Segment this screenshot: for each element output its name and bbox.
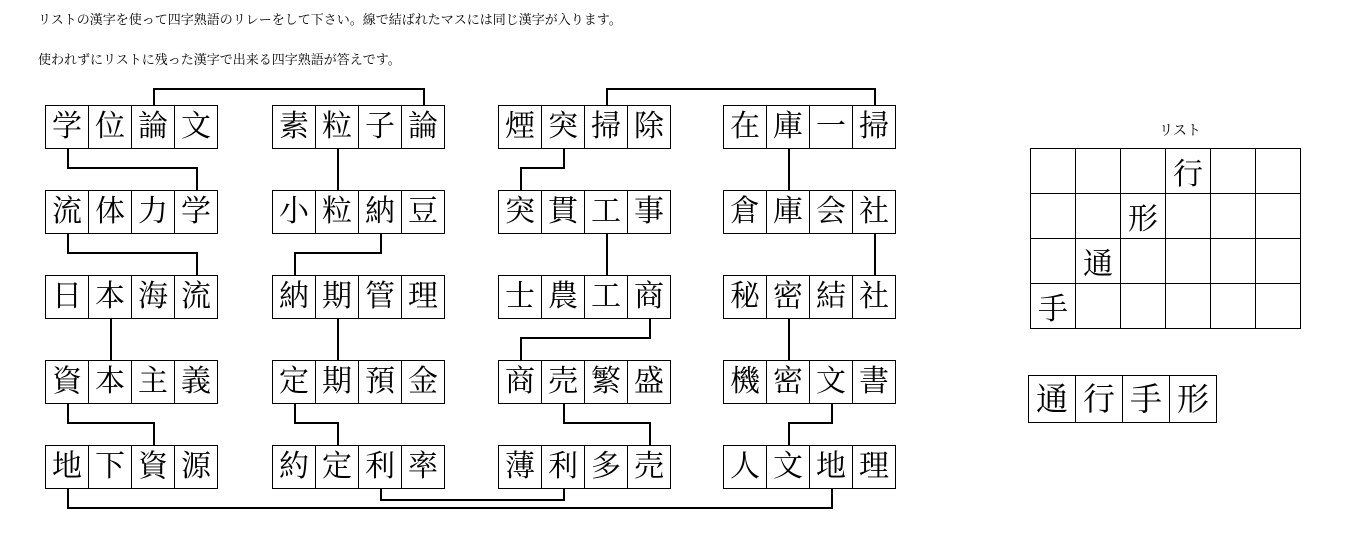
list-cell: [1166, 239, 1211, 284]
connector: [649, 319, 651, 339]
connector: [294, 422, 339, 424]
kanji-cell: 約: [272, 445, 316, 489]
answer-cell: 通: [1028, 375, 1076, 423]
connector: [67, 422, 155, 424]
connector: [606, 88, 608, 105]
word-row: [723, 105, 896, 149]
word-row: [498, 105, 671, 149]
list-cell: [1211, 194, 1256, 239]
connector: [606, 234, 608, 275]
word-row: [272, 190, 445, 234]
word-row: [498, 275, 671, 319]
connector: [196, 167, 198, 190]
kanji-cell: 理: [852, 445, 896, 489]
answer-row: [1028, 375, 1217, 423]
kanji-cell: 工: [584, 190, 628, 234]
word-row: [723, 445, 896, 489]
connector: [196, 252, 198, 275]
kanji-cell: 社: [852, 275, 896, 319]
list-cell: [1076, 284, 1121, 329]
kanji-cell: 地: [809, 445, 853, 489]
connector: [67, 167, 198, 169]
kanji-cell: 力: [131, 190, 175, 234]
kanji-cell: 機: [723, 360, 767, 404]
kanji-cell: 士: [498, 275, 542, 319]
connector: [563, 489, 565, 501]
kanji-cell: 論: [401, 105, 445, 149]
connector: [874, 88, 876, 105]
kanji-cell: 商: [627, 275, 671, 319]
kanji-cell: 小: [272, 190, 316, 234]
kanji-cell: 主: [131, 360, 175, 404]
instructions: [38, 12, 1038, 92]
list-grid-row: [1031, 194, 1301, 239]
list-cell: [1211, 284, 1256, 329]
list-grid: [1030, 148, 1301, 329]
list-title: リスト: [1159, 123, 1201, 139]
connector: [67, 149, 69, 169]
kanji-cell: 源: [174, 445, 218, 489]
word-row: [723, 360, 896, 404]
connector: [337, 319, 339, 360]
kanji-cell: 流: [174, 275, 218, 319]
connector: [110, 319, 112, 360]
kanji-cell: 除: [627, 105, 671, 149]
connector: [831, 489, 833, 509]
connector: [153, 88, 425, 90]
kanji-cell: 在: [723, 105, 767, 149]
kanji-cell: 書: [852, 360, 896, 404]
kanji-cell: 豆: [401, 190, 445, 234]
list-cell: [1031, 149, 1076, 194]
connector: [337, 422, 339, 445]
word-row: [272, 445, 445, 489]
kanji-cell: 利: [358, 445, 402, 489]
kanji-cell: 預: [358, 360, 402, 404]
kanji-cell: 文: [809, 360, 853, 404]
list-grid-row: [1031, 149, 1301, 194]
word-row: [45, 105, 218, 149]
kanji-cell: 売: [541, 360, 585, 404]
connector: [520, 337, 651, 339]
list-cell: [1076, 194, 1121, 239]
instruction-line-2: 使われずにリストに残った漢字で出来る四字熟語が答えです。: [38, 53, 401, 69]
kanji-cell: 地: [45, 445, 89, 489]
word-row: [45, 445, 218, 489]
list-cell: [1256, 239, 1301, 284]
connector: [337, 149, 339, 190]
list-cell: 通: [1076, 239, 1121, 284]
word-row: [45, 190, 218, 234]
kanji-cell: 学: [45, 105, 89, 149]
list-cell: [1121, 284, 1166, 329]
kanji-cell: 貫: [541, 190, 585, 234]
kanji-cell: 突: [498, 190, 542, 234]
kanji-cell: 素: [272, 105, 316, 149]
list-cell: [1076, 149, 1121, 194]
connector: [67, 252, 198, 254]
word-row: [272, 275, 445, 319]
connector: [831, 404, 833, 424]
kanji-cell: 日: [45, 275, 89, 319]
kanji-cell: 子: [358, 105, 402, 149]
answer-cell: 手: [1122, 375, 1170, 423]
kanji-cell: 密: [766, 360, 810, 404]
kanji-cell: 一: [809, 105, 853, 149]
kanji-cell: 多: [584, 445, 628, 489]
word-row: [272, 360, 445, 404]
kanji-cell: 論: [131, 105, 175, 149]
word-row: [45, 275, 218, 319]
connector: [380, 499, 563, 501]
connector: [153, 88, 155, 105]
kanji-cell: 掃: [852, 105, 896, 149]
kanji-cell: 会: [809, 190, 853, 234]
kanji-cell: 商: [498, 360, 542, 404]
kanji-cell: 利: [541, 445, 585, 489]
list-grid-row: [1031, 284, 1301, 329]
list-cell: [1211, 239, 1256, 284]
word-row: [498, 190, 671, 234]
kanji-cell: 農: [541, 275, 585, 319]
kanji-cell: 資: [45, 360, 89, 404]
kanji-cell: 工: [584, 275, 628, 319]
list-cell: [1031, 194, 1076, 239]
kanji-cell: 庫: [766, 190, 810, 234]
connector: [294, 252, 382, 254]
list-cell: [1256, 149, 1301, 194]
kanji-cell: 薄: [498, 445, 542, 489]
kanji-cell: 本: [88, 360, 132, 404]
connector: [520, 167, 565, 169]
kanji-cell: 流: [45, 190, 89, 234]
list-cell: [1166, 284, 1211, 329]
answer-cell: 行: [1075, 375, 1123, 423]
kanji-cell: 位: [88, 105, 132, 149]
connector: [563, 422, 651, 424]
instruction-line-1: リストの漢字を使って四字熟語のリレーをして下さい。線で結ばれたマスには同じ漢字が入ります。: [38, 13, 622, 28]
connector: [67, 404, 69, 424]
list-cell: 形: [1121, 194, 1166, 239]
word-row: [723, 275, 896, 319]
kanji-cell: 学: [174, 190, 218, 234]
list-cell: [1256, 194, 1301, 239]
list-cell: [1121, 149, 1166, 194]
word-row: [498, 360, 671, 404]
connector: [67, 234, 69, 254]
kanji-cell: 率: [401, 445, 445, 489]
kanji-cell: 理: [401, 275, 445, 319]
kanji-cell: 定: [315, 445, 359, 489]
list-cell: 手: [1031, 284, 1076, 329]
kanji-cell: 下: [88, 445, 132, 489]
connector: [520, 167, 522, 190]
kanji-cell: 事: [627, 190, 671, 234]
kanji-cell: 煙: [498, 105, 542, 149]
connector: [67, 507, 833, 509]
kanji-cell: 突: [541, 105, 585, 149]
list-cell: [1256, 284, 1301, 329]
list-cell: [1031, 239, 1076, 284]
kanji-cell: 粒: [315, 105, 359, 149]
connector: [520, 337, 522, 360]
list-cell: 行: [1166, 149, 1211, 194]
kanji-cell: 繁: [584, 360, 628, 404]
kanji-cell: 売: [627, 445, 671, 489]
kanji-cell: 文: [174, 105, 218, 149]
connector: [380, 234, 382, 254]
kanji-cell: 庫: [766, 105, 810, 149]
word-row: [272, 105, 445, 149]
kanji-cell: 海: [131, 275, 175, 319]
list-cell: [1211, 149, 1256, 194]
list-grid-row: [1031, 239, 1301, 284]
kanji-cell: 納: [358, 190, 402, 234]
kanji-cell: 粒: [315, 190, 359, 234]
kanji-cell: 文: [766, 445, 810, 489]
connector: [294, 252, 296, 275]
kanji-cell: 盛: [627, 360, 671, 404]
kanji-cell: 資: [131, 445, 175, 489]
word-row: [723, 190, 896, 234]
connector: [563, 404, 565, 424]
connector: [788, 422, 833, 424]
connector: [423, 88, 425, 105]
kanji-cell: 社: [852, 190, 896, 234]
word-row: [498, 445, 671, 489]
kanji-cell: 金: [401, 360, 445, 404]
connector: [788, 149, 790, 190]
connector: [294, 404, 296, 424]
word-row: [45, 360, 218, 404]
kanji-cell: 倉: [723, 190, 767, 234]
kanji-cell: 納: [272, 275, 316, 319]
connector: [606, 88, 876, 90]
kanji-cell: 結: [809, 275, 853, 319]
kanji-cell: 義: [174, 360, 218, 404]
connector: [788, 319, 790, 360]
kanji-cell: 管: [358, 275, 402, 319]
kanji-cell: 定: [272, 360, 316, 404]
list-panel: [1020, 120, 1320, 329]
kanji-cell: 人: [723, 445, 767, 489]
connector: [67, 489, 69, 509]
kanji-cell: 期: [315, 360, 359, 404]
connector: [563, 149, 565, 169]
kanji-cell: 期: [315, 275, 359, 319]
connector: [649, 422, 651, 445]
connector: [874, 234, 876, 275]
connector: [788, 422, 790, 445]
kanji-cell: 密: [766, 275, 810, 319]
kanji-cell: 掃: [584, 105, 628, 149]
answer-cell: 形: [1169, 375, 1217, 423]
connector: [153, 422, 155, 445]
list-cell: [1121, 239, 1166, 284]
kanji-cell: 秘: [723, 275, 767, 319]
kanji-cell: 体: [88, 190, 132, 234]
kanji-cell: 本: [88, 275, 132, 319]
list-cell: [1166, 194, 1211, 239]
